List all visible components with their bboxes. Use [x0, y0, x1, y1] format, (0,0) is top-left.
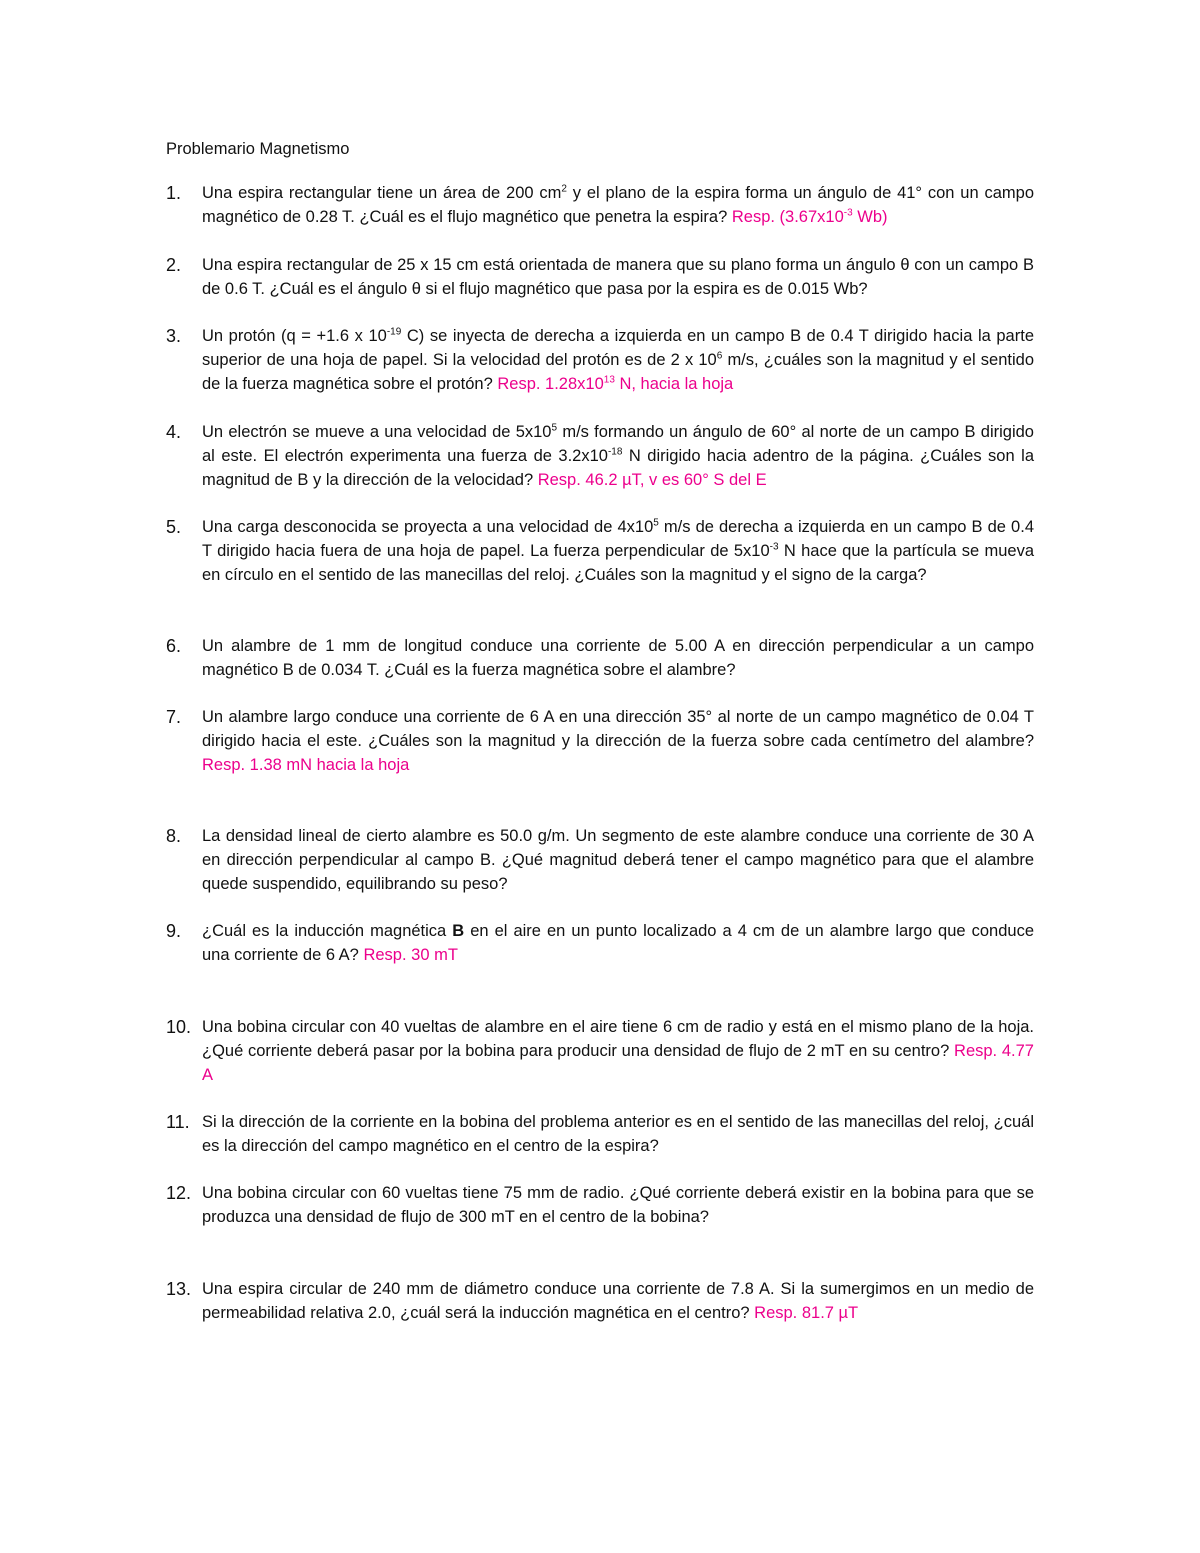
text-run: Si la dirección de la corriente en la bobina del problema anterior es en el sentido de las manecillas del reloj, ¿cuál es la dirección del campo magnético en el centro de la espira? [202, 1113, 1034, 1155]
problem-5 [166, 516, 1034, 587]
answer-text: Wb) [852, 207, 888, 226]
answer-text: -3 [843, 207, 853, 219]
problem-13 [166, 1278, 1034, 1326]
text-run: Un alambre largo conduce una corriente de 6 A en una dirección 35° al norte de un campo magnético de 0.04 T dirigido hacia el este. ¿Cuáles son la magnitud y la dirección de la fuerza sobre cada centímetro del alambre? [202, 708, 1034, 750]
document-title: Problemario Magnetismo [166, 140, 350, 158]
answer-text: Resp. (3.67x10 [731, 207, 844, 226]
problem-text [202, 1111, 1034, 1159]
text-run: Una bobina circular con 40 vueltas de alambre en el aire tiene 6 cm de radio y está en el mismo plano de la hoja. ¿Qué corriente deberá pasar por la bobina para producir una densidad de flujo de 2 mT en su centro? [202, 1018, 1034, 1060]
text-run: B [452, 922, 465, 940]
text-run: Una carga desconocida se proyecta a una velocidad de 4x10 [202, 518, 654, 536]
problem-number: 2. [166, 255, 182, 275]
text-run: m/s, ¿cuáles son la magnitud y el sentido de la fuerza magnética sobre el protón? [202, 350, 1034, 393]
problem-number: 9. [166, 921, 182, 941]
answer-text: N, hacia la hoja [614, 374, 734, 393]
answer-text: Resp. 46.2 µT, v es 60° S del E [537, 470, 767, 489]
problem-8 [166, 825, 1034, 896]
superscript: -18 [607, 446, 623, 458]
text-run: m/s de derecha a izquierda en un campo B de 0.4 T dirigido hacia fuera de una hoja de papel. La fuerza perpendicular de 5x10 [202, 518, 1034, 560]
answer-text: Resp. 81.7 µT [754, 1303, 859, 1322]
text-run: Una bobina circular con 60 vueltas tiene 75 mm de radio. ¿Qué corriente deberá existir en la bobina para que se produzca una densidad de flujo de 300 mT en el centro de la bobina? [202, 1184, 1034, 1226]
problem-text [202, 254, 1034, 302]
problem-number: 4. [166, 422, 182, 442]
problem-3 [166, 325, 1034, 396]
text-run: en el aire en un punto localizado a 4 cm de un alambre largo que conduce una corriente de 6 A? [202, 922, 1034, 964]
problem-text [202, 325, 1034, 396]
problem-1 [166, 182, 1034, 230]
problem-number: 8. [166, 826, 182, 846]
superscript: -3 [769, 541, 779, 553]
problem-number: 10. [166, 1017, 192, 1037]
superscript: 5 [551, 422, 558, 434]
problem-9 [166, 920, 1034, 968]
problem-6 [166, 635, 1034, 683]
superscript: 5 [653, 517, 659, 529]
problem-text [202, 706, 1034, 777]
problem-text [202, 635, 1034, 683]
problem-number: 13. [166, 1279, 192, 1299]
problem-number: 5. [166, 517, 182, 537]
problem-text [202, 421, 1034, 492]
answer-text: Resp. 1.38 mN hacia la hoja [202, 755, 410, 774]
problem-7 [166, 706, 1034, 777]
answer-text: Resp. 30 mT [363, 945, 458, 964]
problem-text [202, 182, 1034, 230]
problem-text [202, 1016, 1034, 1087]
problem-text [202, 825, 1034, 896]
text-run: Un alambre de 1 mm de longitud conduce una corriente de 5.00 A en dirección perpendicular a un campo magnético B de 0.034 T. ¿Cuál es la fuerza magnética sobre el alambre? [202, 637, 1034, 679]
text-run: N dirigido hacia adentro de la página. ¿Cuáles son la magnitud de B y la dirección de la velocidad? [202, 446, 1034, 489]
superscript: -19 [386, 326, 402, 338]
text-run: m/s formando un ángulo de 60° al norte de un campo B dirigido al este. El electrón experimenta una fuerza de 3.2x10 [202, 423, 1034, 465]
text-run: ¿Cuál es la inducción magnética [202, 922, 453, 940]
problem-number: 1. [166, 183, 182, 203]
text-run: La densidad lineal de cierto alambre es 50.0 g/m. Un segmento de este alambre conduce una corriente de 30 A en dirección perpendicular al campo B. ¿Qué magnitud deberá tener el campo magnético para que el alambre quede suspendido, equilibrando su peso? [202, 827, 1034, 893]
problem-text [202, 1278, 1034, 1326]
superscript: 6 [716, 350, 723, 362]
answer-text: Resp. 1.28x10 [497, 374, 604, 393]
text-run: Una espira rectangular de 25 x 15 cm está orientada de manera que su plano forma un ángulo θ con un campo B de 0.6 T. ¿Cuál es el ángulo θ si el flujo magnético que pasa por la espira es de 0.015 Wb? [202, 256, 1034, 298]
text-run: Un electrón se mueve a una velocidad de 5x10 [202, 423, 552, 441]
text-run: Un protón (q = +1.6 x 10 [202, 327, 387, 345]
text-run: Una espira circular de 240 mm de diámetro conduce una corriente de 7.8 A. Si la sumergimos en un medio de permeabilidad relativa 2.0, ¿cuál será la inducción magnética en el centro? [202, 1280, 1034, 1322]
problem-text [202, 920, 1034, 968]
problem-4 [166, 421, 1034, 492]
problem-2 [166, 254, 1034, 302]
answer-text: Resp. 4.77 A [202, 1041, 1034, 1084]
problem-number: 7. [166, 707, 182, 727]
text-run: N hace que la partícula se mueva en círculo en el sentido de las manecillas del reloj. ¿Cuáles son la magnitud y el signo de la carga? [202, 541, 1034, 584]
problem-number: 6. [166, 636, 182, 656]
answer-text: 13 [603, 374, 615, 386]
text-run: y el plano de la espira forma un ángulo de 41° con un campo magnético de 0.28 T. ¿Cuál es el flujo magnético que penetra la espira? [202, 184, 1034, 226]
problem-10 [166, 1016, 1034, 1087]
problem-number: 11. [166, 1112, 190, 1132]
superscript: 2 [561, 183, 567, 195]
text-run: Una espira rectangular tiene un área de 200 cm [202, 184, 562, 202]
problem-text [202, 1182, 1034, 1230]
problem-text [202, 516, 1034, 587]
problem-number: 12. [166, 1183, 192, 1203]
text-run: C) se inyecta de derecha a izquierda en un campo B de 0.4 T dirigido hacia la parte superior de una hoja de papel. Si la velocidad del protón es de 2 x 10 [202, 327, 1034, 369]
problem-11 [166, 1111, 1034, 1159]
problem-12 [166, 1182, 1034, 1230]
problem-number: 3. [166, 326, 182, 346]
